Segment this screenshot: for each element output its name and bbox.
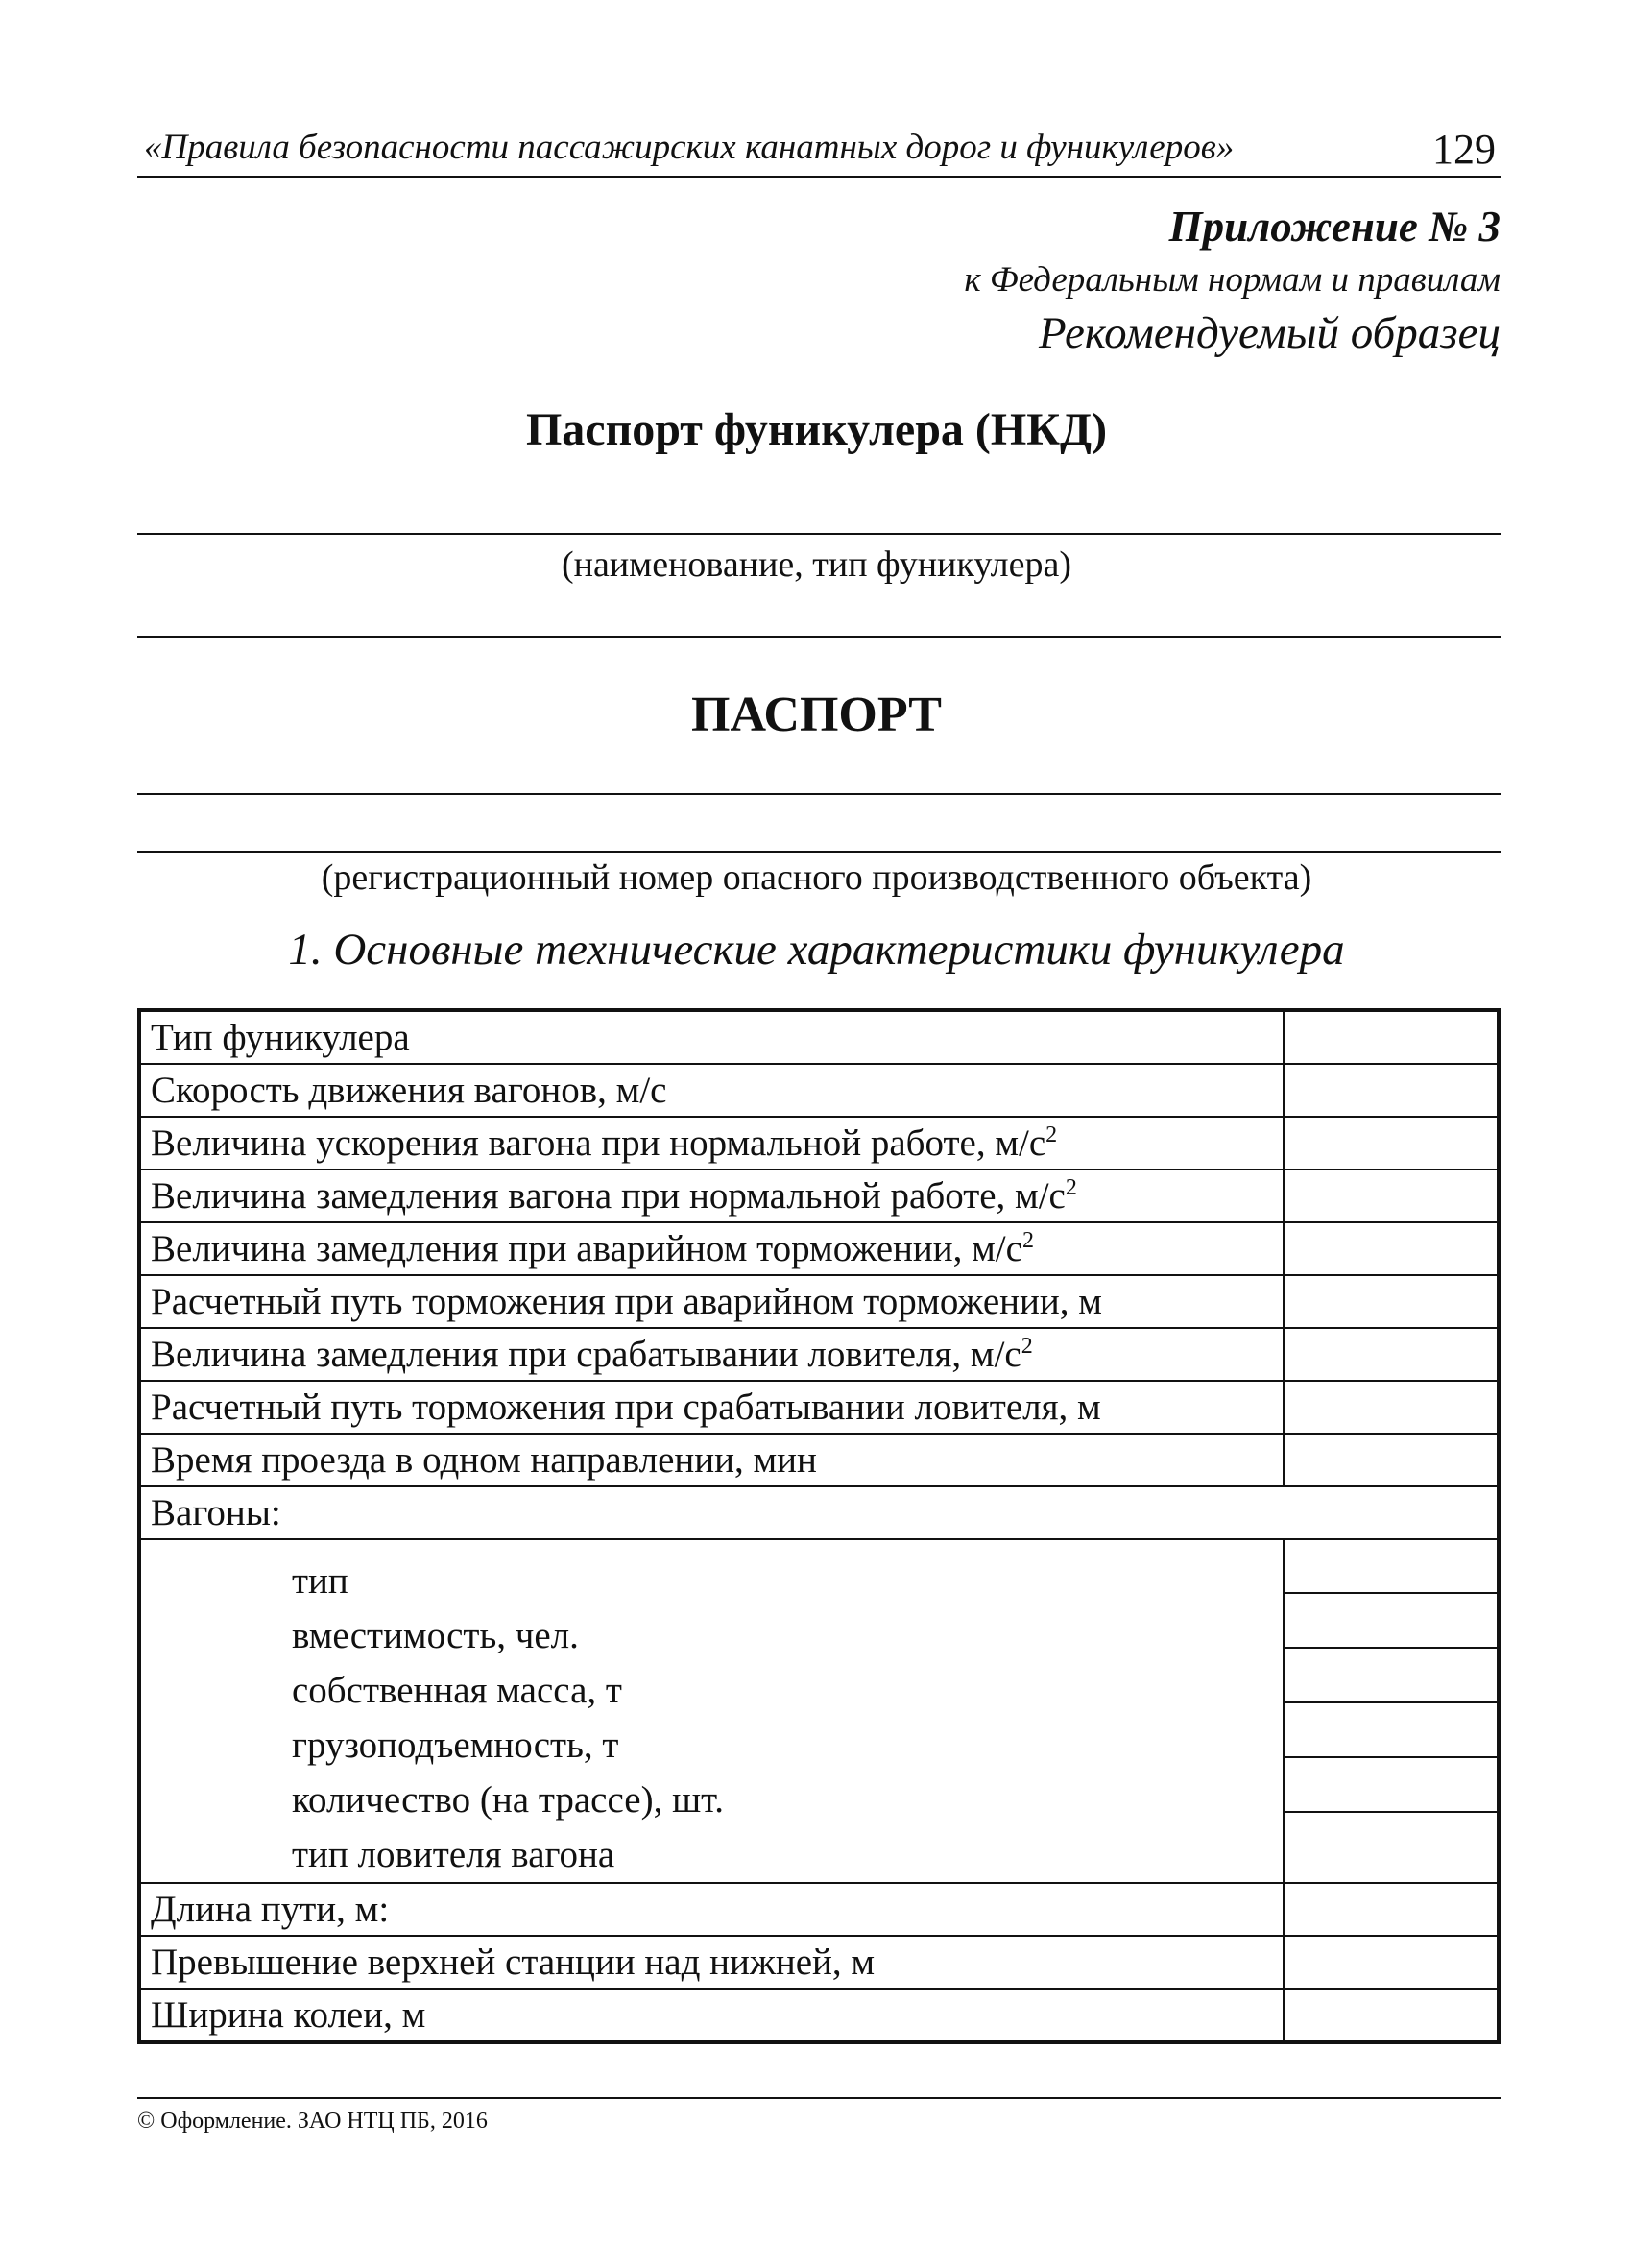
registration-fill-line-2 xyxy=(137,851,1501,853)
row-label-text: Тип фуникулера xyxy=(151,1017,410,1058)
wagons-subtable-row xyxy=(139,1539,1499,1883)
row-label-text: Ширина колеи, м xyxy=(151,1994,426,2036)
row-label-text: Расчетный путь торможения при срабатывании ловителя, м xyxy=(151,1387,1101,1428)
spec-table xyxy=(137,1008,1501,2044)
wagon-values-cell xyxy=(1284,1539,1499,1883)
wagon-value-cell[interactable] xyxy=(1285,1813,1497,1866)
value-cell[interactable] xyxy=(1284,1064,1499,1117)
value-cell[interactable] xyxy=(1284,1328,1499,1381)
wagons-group xyxy=(139,1486,1499,1883)
wagon-value-cell[interactable] xyxy=(1285,1649,1497,1703)
wagon-value-cell[interactable] xyxy=(1285,1703,1497,1758)
wagon-values-list xyxy=(1285,1540,1497,1871)
unit-exponent: 2 xyxy=(1045,1122,1058,1147)
table-row xyxy=(139,1883,1499,1936)
name-fill-line-2 xyxy=(137,636,1501,638)
wagon-item-label: количество (на трассе), шт. xyxy=(292,1779,724,1821)
table-row xyxy=(139,1486,1499,1539)
row-label-text: Расчетный путь торможения при аварийном торможении, м xyxy=(151,1281,1102,1322)
unit-exponent: 2 xyxy=(1021,1228,1034,1253)
value-cell[interactable] xyxy=(1284,1117,1499,1170)
registration-fill-line xyxy=(137,793,1501,795)
header-divider xyxy=(137,176,1501,178)
row-label xyxy=(139,1936,1284,1989)
table-row xyxy=(139,1434,1499,1486)
wagon-value-cell[interactable] xyxy=(1285,1594,1497,1649)
value-cell[interactable] xyxy=(1284,1936,1499,1989)
row-label-text: Величина замедления при срабатывании ловителя, м/с xyxy=(151,1334,1021,1375)
row-label xyxy=(139,1989,1284,2042)
wagon-items-list xyxy=(141,1540,1283,1882)
passport-title: ПАСПОРТ xyxy=(691,688,942,742)
footer-divider xyxy=(137,2097,1501,2099)
page-number: 129 xyxy=(1432,126,1496,173)
wagon-items-cell xyxy=(139,1539,1284,1883)
wagon-item-label: грузоподъемность, т xyxy=(292,1725,619,1766)
row-label xyxy=(139,1222,1284,1275)
wagon-value-cell[interactable] xyxy=(1285,1540,1497,1594)
appendix-sample-label: Рекомендуемый образец xyxy=(1039,308,1501,358)
table-row xyxy=(139,1010,1499,1064)
name-fill-line xyxy=(137,533,1501,535)
registration-caption: (регистрационный номер опасного производственного объекта) xyxy=(321,857,1312,898)
footer-copyright: © Оформление. ЗАО НТЦ ПБ, 2016 xyxy=(137,2109,488,2134)
document-heading: Паспорт фуникулера (НКД) xyxy=(525,404,1108,455)
row-label xyxy=(139,1064,1284,1117)
name-caption: (наименование, тип фуникулера) xyxy=(561,544,1072,585)
table-row xyxy=(139,1275,1499,1328)
value-cell[interactable] xyxy=(1284,1434,1499,1486)
wagons-label: Вагоны: xyxy=(139,1486,1499,1539)
row-label xyxy=(139,1883,1284,1936)
wagon-item-label: тип xyxy=(292,1560,348,1602)
value-cell[interactable] xyxy=(1284,1275,1499,1328)
row-label xyxy=(139,1381,1284,1434)
row-label xyxy=(139,1170,1284,1222)
row-label xyxy=(139,1010,1284,1064)
table-row xyxy=(139,1117,1499,1170)
wagon-value-cell[interactable] xyxy=(1285,1758,1497,1813)
wagon-item-label: вместимость, чел. xyxy=(292,1615,579,1656)
row-label-text: Величина замедления вагона при нормальной работе, м/с xyxy=(151,1175,1066,1217)
table-row xyxy=(139,1064,1499,1117)
table-row xyxy=(139,1989,1499,2042)
appendix-subtitle: к Федеральным нормам и правилам xyxy=(964,260,1501,300)
spec-table-bottom-rows xyxy=(139,1883,1499,2042)
row-label-text: Время проезда в одном направлении, мин xyxy=(151,1439,817,1481)
value-cell[interactable] xyxy=(1284,1222,1499,1275)
table-row xyxy=(139,1381,1499,1434)
unit-exponent: 2 xyxy=(1065,1175,1077,1200)
wagon-item-label: собственная масса, т xyxy=(292,1670,622,1711)
running-header-title: «Правила безопасности пассажирских канатных дорог и фуникулеров» xyxy=(144,128,1235,167)
spec-table-top-rows xyxy=(139,1010,1499,1486)
value-cell[interactable] xyxy=(1284,1989,1499,2042)
row-label-text: Величина ускорения вагона при нормальной работе, м/с xyxy=(151,1122,1046,1164)
row-label-text: Превышение верхней станции над нижней, м xyxy=(151,1942,876,1983)
table-row xyxy=(139,1170,1499,1222)
unit-exponent: 2 xyxy=(1021,1334,1033,1359)
row-label-text: Длина пути, м: xyxy=(151,1889,390,1930)
value-cell[interactable] xyxy=(1284,1381,1499,1434)
row-label-text: Величина замедления при аварийном торможении, м/с xyxy=(151,1228,1022,1269)
row-label xyxy=(139,1434,1284,1486)
value-cell[interactable] xyxy=(1284,1010,1499,1064)
section-title: 1. Основные технические характеристики фуникулера xyxy=(288,925,1345,975)
value-cell[interactable] xyxy=(1284,1883,1499,1936)
table-row xyxy=(139,1328,1499,1381)
row-label xyxy=(139,1117,1284,1170)
row-label xyxy=(139,1275,1284,1328)
row-label-text: Скорость движения вагонов, м/с xyxy=(151,1070,667,1111)
wagon-item-label: тип ловителя вагона xyxy=(292,1834,615,1875)
row-label xyxy=(139,1328,1284,1381)
table-row xyxy=(139,1222,1499,1275)
value-cell[interactable] xyxy=(1284,1170,1499,1222)
appendix-title: Приложение № 3 xyxy=(1168,203,1501,251)
table-row xyxy=(139,1936,1499,1989)
